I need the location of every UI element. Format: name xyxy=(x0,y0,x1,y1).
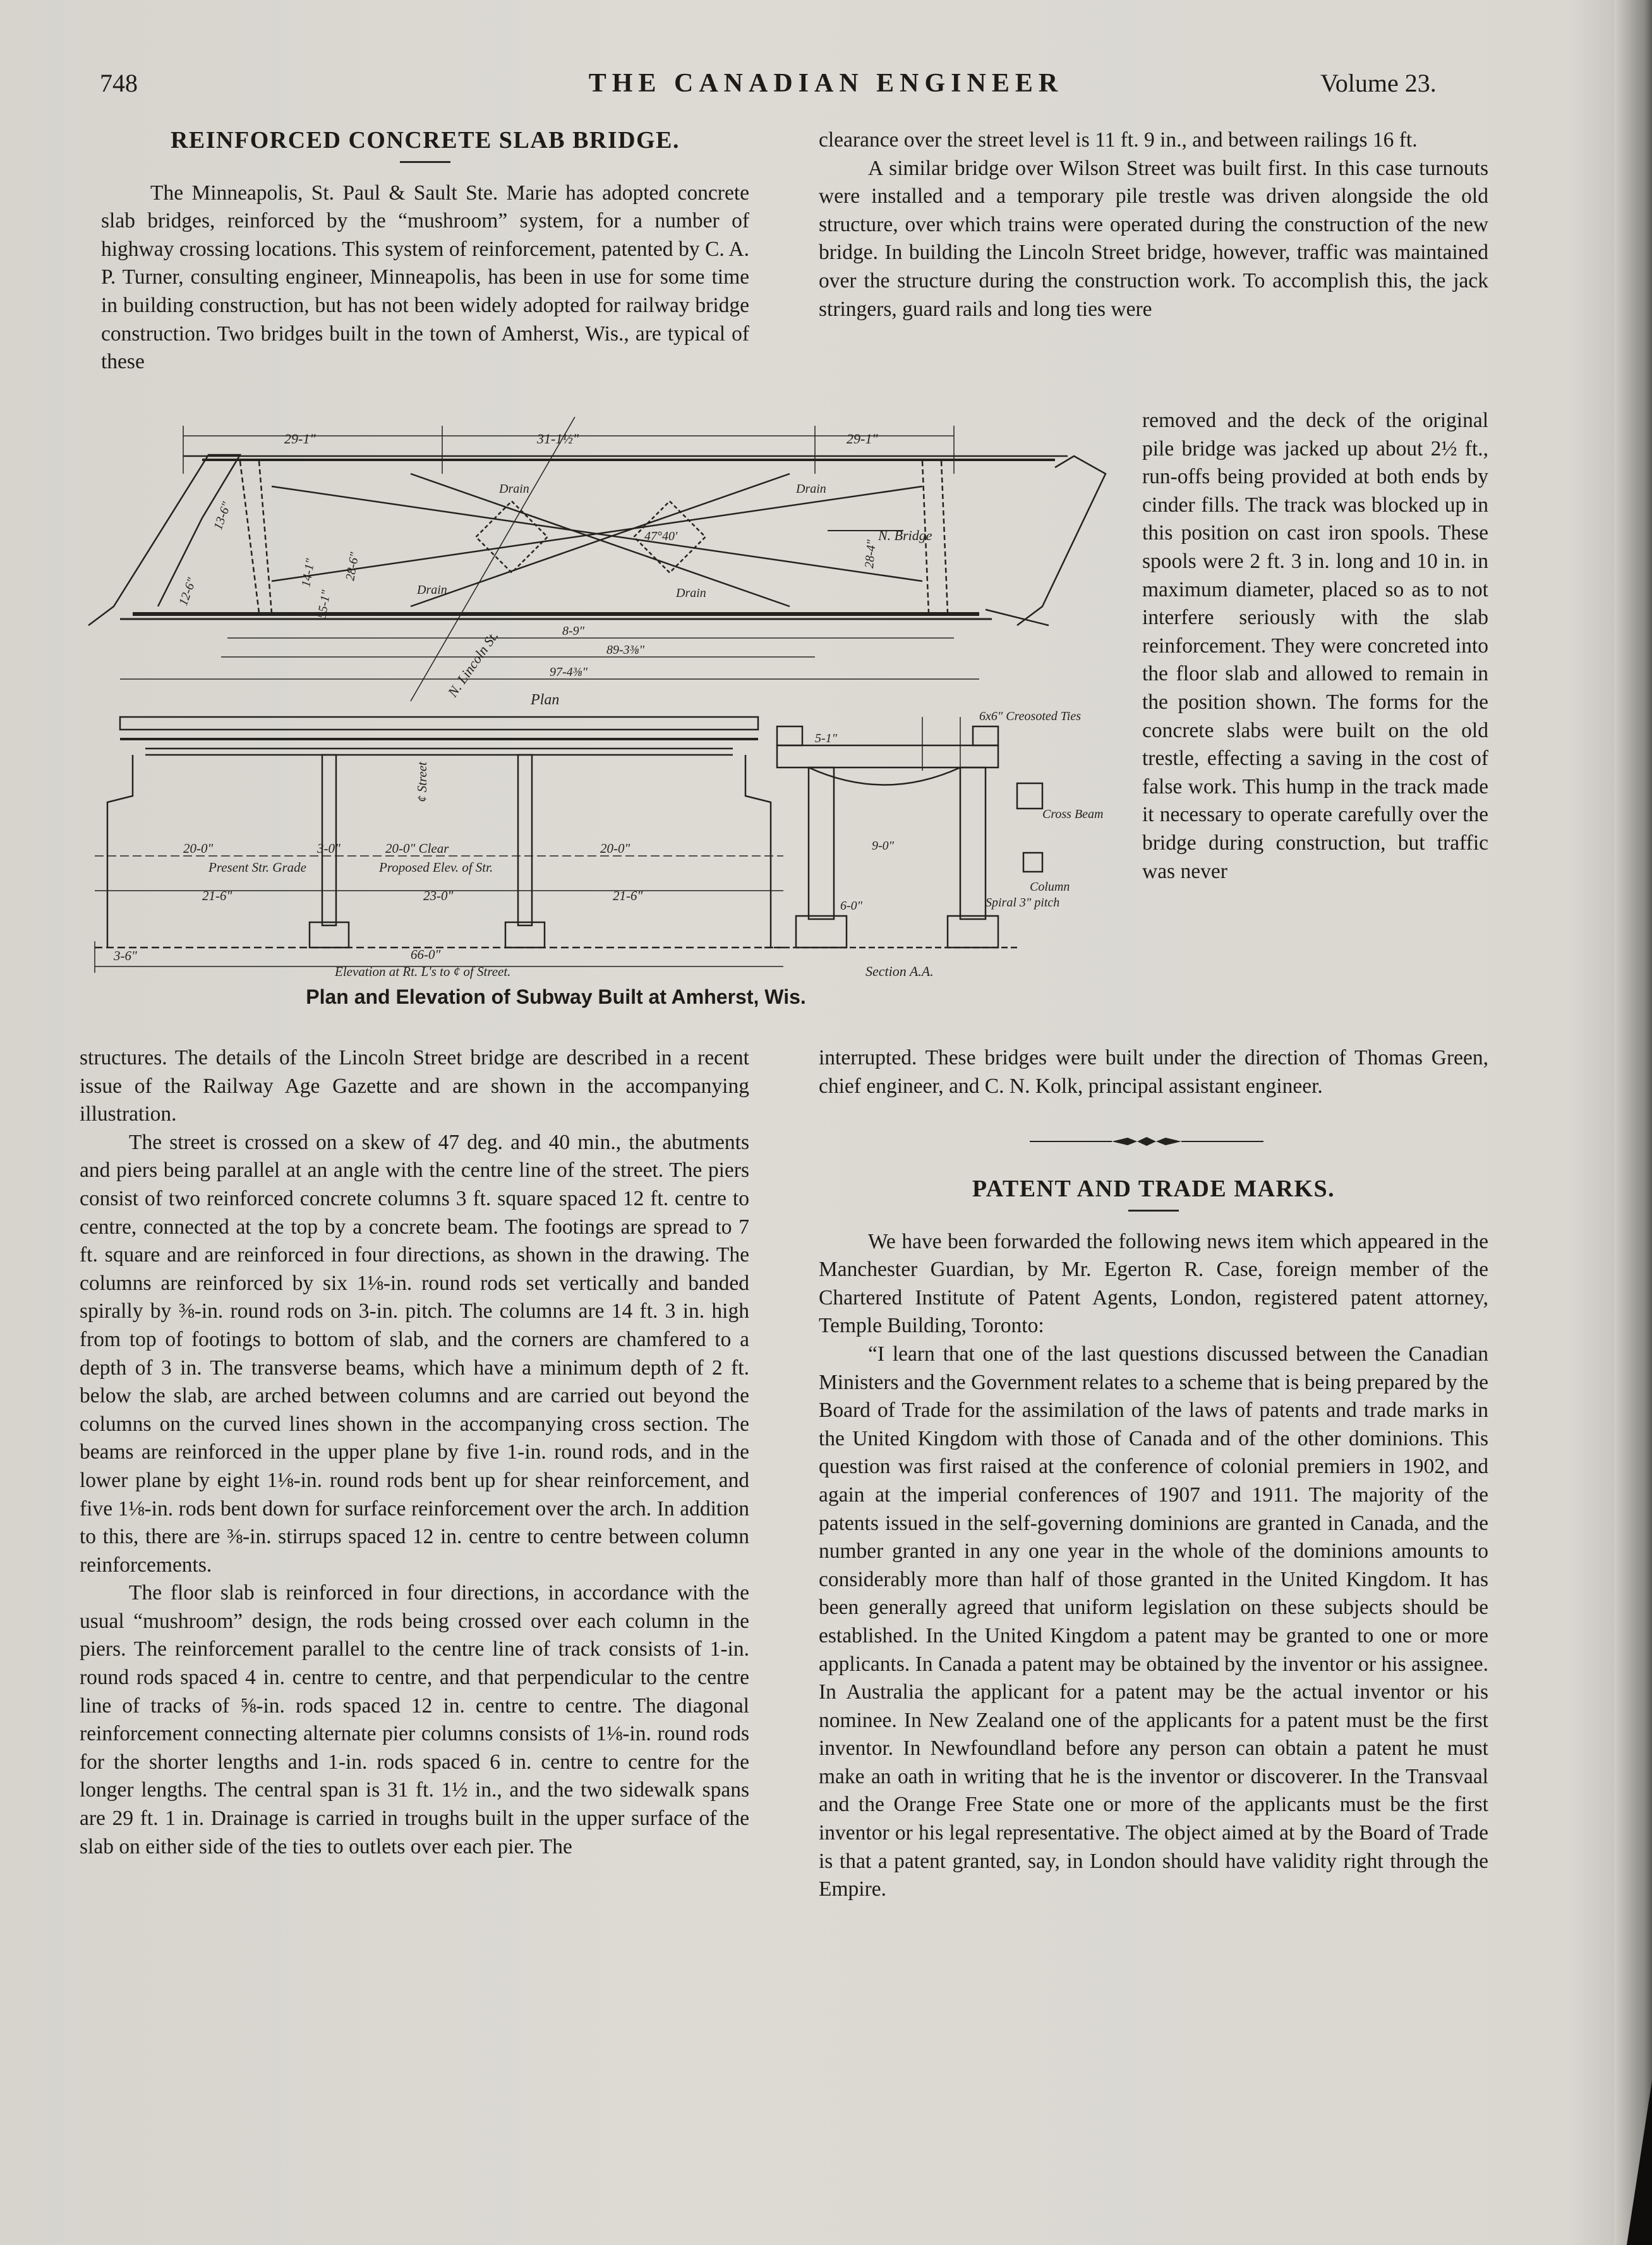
article2-para: “I learn that one of the last questions discussed between the Canadian Ministers and the Government relates to a scheme that is being prepared by the Board of Trade for the assimilation of the laws of patents and trade marks in the United Kingdom with those of Canada and of the other dominions. This question was first raised at the conference of colonial premiers in 1902, and again at the imperial conferences of 1907 and 1911. The majority of the patents issued in the self-governing dominions are granted in Canada, and the number granted in any one year in the whole of the dominions amounts to considerably more than half of those granted in the United Kingdom. It has been generally agreed that uniform legislation on these subjects should be established. In the United Kingdom a patent may be granted to one or more applicants. In Canada a patent may be obtained by the inventor or his assignee. In Australia the applicant for a patent may be the actual inventor or his nominee. In New Zealand one of the applicants for a patent must be the first inventor. In Newfoundland before any person can obtain a patent he must make an oath in writing that he is the inventor or discoverer. In the Transvaal and the Orange Free State one or more of the applicants must be the first inventor or his legal representative. The object aimed at by the Board of Trade is that a patent granted, say, in London should have validity right through the Empire. xyxy=(819,1342,1488,1901)
section-dim-label: 5-1" xyxy=(815,731,838,745)
bridge-drawing xyxy=(82,417,1118,1011)
proposed-elev-label: Proposed Elev. of Str. xyxy=(379,860,493,875)
street-centreline-label: ¢ Street xyxy=(414,762,430,802)
article2-col xyxy=(819,1175,1488,1904)
page-number: 748 xyxy=(100,69,138,97)
section-view xyxy=(764,717,1042,948)
plan-dim-label: 13-6" xyxy=(211,500,234,532)
skew-angle-label: 47°40' xyxy=(644,529,678,543)
article1-col1-top xyxy=(101,126,749,376)
creosoted-ties-label: 6x6" Creosoted Ties xyxy=(979,709,1081,723)
plan-dim-label: 97-4⅜" xyxy=(550,665,588,679)
title-rule xyxy=(1128,1210,1179,1212)
plan-dim-label: 8-9" xyxy=(562,624,585,638)
article1-para: removed and the deck of the original pile bridge was jacked up about 2½ ft., run-offs being provided at both ends by cinder fills. The track was blocked up in this position on cast iron spools. These spools were 2 ft. 3 in. long and 10 in. in maximum diameter, placed so as to not interfere seriously with the slab reinforcement. They were concreted into the floor slab and allowed to remain in the position shown. The forms for the concrete slabs were built on the old trestle, effecting a saving in the cost of false work. This hump in the track made it necessary to operate carefully over the bridge during construction, but traffic was never xyxy=(1142,409,1488,883)
drain-label: Drain xyxy=(417,583,447,597)
plan-dim-label: 28-6" xyxy=(343,551,362,582)
elev-dim-label: 20-0" xyxy=(183,841,214,856)
article1-para: A similar bridge over Wilson Street was built first. In this case turnouts were installed and a temporary pile trestle was driven alongside the old structure, over which trains were operated during the construction of the new bridge. In building the Lincoln Street bridge, however, traffic was maintained over the structure during the construction work. To accomplish this, the jack stringers, guard rails and long ties were xyxy=(819,156,1488,321)
column-label: Column xyxy=(1030,880,1070,894)
page-corner xyxy=(1627,2081,1652,2245)
drain-label: Drain xyxy=(676,586,706,600)
elev-dim-label: 21-6" xyxy=(202,888,232,903)
drain-label: Drain xyxy=(499,482,529,496)
plan-dim-label: 28-4" xyxy=(862,539,879,569)
section-divider xyxy=(1030,1135,1263,1148)
plan-dim-label: 55-1" xyxy=(315,589,334,620)
journal-title: THE CANADIAN ENGINEER xyxy=(588,69,1064,98)
drain-label: Drain xyxy=(796,482,826,496)
north-bridge-label: N. Bridge xyxy=(878,527,932,543)
elev-dim-label: 21-6" xyxy=(613,888,643,903)
lincoln-street-label: N. Lincoln St. xyxy=(444,628,502,700)
plan-dim-label: 29-1" xyxy=(284,431,316,447)
bridge-figure xyxy=(82,417,1118,1011)
elevation-title: Elevation at Rt. L's to ¢ of Street. xyxy=(335,964,511,979)
article1-col2-after xyxy=(819,1044,1488,1100)
present-grade-label: Present Str. Grade xyxy=(208,860,306,875)
plan-view xyxy=(88,417,1106,701)
section-title: Section A.A. xyxy=(865,963,934,979)
plan-dim-label: 12-6" xyxy=(176,575,200,608)
elev-dim-label: 3-6" xyxy=(114,948,137,963)
spiral-label: Spiral 3" pitch xyxy=(986,896,1060,910)
article1-col1-bottom xyxy=(80,1044,749,1861)
plan-dim-label: 31-1½" xyxy=(537,431,579,447)
article1-para: clearance over the street level is 11 ft. 9 in., and between railings 16 ft. xyxy=(819,128,1418,152)
article1-col2-top xyxy=(819,126,1488,323)
plan-dim-label: 14-1" xyxy=(299,557,318,588)
clearance-label: 20-0" Clear xyxy=(385,841,449,856)
book-spine-shadow xyxy=(1614,0,1652,2245)
volume-label: Volume 23. xyxy=(1320,69,1437,97)
elev-dim-label: 20-0" xyxy=(600,841,630,856)
article2-para: We have been forwarded the following news item which appeared in the Manchester Guardian, by Mr. Egerton R. Case, foreign member of the Chartered Institute of Patent Agents, London, registered patent attorney, Temple Building, Toronto: xyxy=(819,1229,1488,1338)
article1-para: structures. The details of the Lincoln Street bridge are described in a recent issue of the Railway Age Gazette and are shown in the accompanying illustration. xyxy=(80,1046,749,1126)
figure-caption: Plan and Elevation of Subway Built at Amherst, Wis. xyxy=(306,985,806,1008)
elev-dim-label: 23-0" xyxy=(423,888,454,903)
article1-col2-narrow xyxy=(1142,407,1488,886)
article1-para: The street is crossed on a skew of 47 deg. and 40 min., the abutments and piers being parallel at an angle with the centre line of the street. The piers consist of two reinforced concrete columns 3 ft. square spaced 12 ft. centre to centre, connected at the top by a concrete beam. The footings are spread to 7 ft. square and are reinforced in four directions, as shown in the drawing. The columns are reinforced by six 1⅛-in. round rods set vertically and banded spirally by ⅜-in. round rods on 3-in. pitch. The columns are 14 ft. 3 in. high from top of footings to bottom of slab, and the corners are chamfered to a depth of 3 in. The transverse beams, which have a minimum depth of 2 ft. below the slab, are arched between columns and are carried out beyond the columns on the curved lines shown in the accompanying cross section. The beams are reinforced in the upper plane by five 1-in. round rods, and in the lower plane by eight 1⅛-in. round rods bent up for shear reinforcement, and five 1⅛-in. rods bent down for surface reinforcement over the arch. In addition to this, there are ⅜-in. stirrups spaced 12 in. centre to centre between column reinforcements. xyxy=(80,1130,749,1577)
section-dim-label: 9-0" xyxy=(872,839,895,853)
section-dim-label: 6-0" xyxy=(840,899,863,913)
article1-title: REINFORCED CONCRETE SLAB BRIDGE. xyxy=(170,127,680,153)
article1-para: The Minneapolis, St. Paul & Sault Ste. Marie has adopted concrete slab bridges, reinforced by the “mushroom” system, for a number of highway crossing locations. This system of reinforcement, patented by C. A. P. Turner, consulting engineer, Minneapolis, has been in use for some time in building construction, but has not been widely adopted for railway bridge construction. Two bridges built in the town of Amherst, Wis., are typical of these xyxy=(101,181,749,374)
plan-dim-label: 29-1" xyxy=(847,431,878,447)
plan-dim-label: 89-3⅜" xyxy=(606,643,645,657)
title-rule xyxy=(400,161,450,163)
article1-para: The floor slab is reinforced in four directions, in accordance with the usual “mushroom” design, the rods being crossed over each column in the piers. The reinforcement parallel to the centre line of track consists of 1-in. round rods spaced 4 in. centre to centre, and that perpendicular to the centre line of tracks of ⅝-in. rods spaced 12 in. centre to centre. The diagonal reinforcement connecting alternate pier columns consists of 1⅛-in. round rods for the shorter lengths and 1-in. rods spaced 6 in. centre to centre for the longer lengths. The central span is 31 ft. 1½ in., and the two sidewalk spans are 29 ft. 1 in. Drainage is carried in troughs built in the upper surface of the slab on either side of the ties to outlets over each pier. The xyxy=(80,1581,749,1858)
cross-beam-label: Cross Beam xyxy=(1042,807,1104,821)
plan-title: Plan xyxy=(531,692,560,708)
elev-dim-label: 3-0" xyxy=(317,841,341,856)
article2-title: PATENT AND TRADE MARKS. xyxy=(972,1176,1335,1202)
article1-para: interrupted. These bridges were built under the direction of Thomas Green, chief engineer, and C. N. Kolk, principal assistant engineer. xyxy=(819,1046,1488,1098)
elev-dim-label: 66-0" xyxy=(411,947,441,962)
